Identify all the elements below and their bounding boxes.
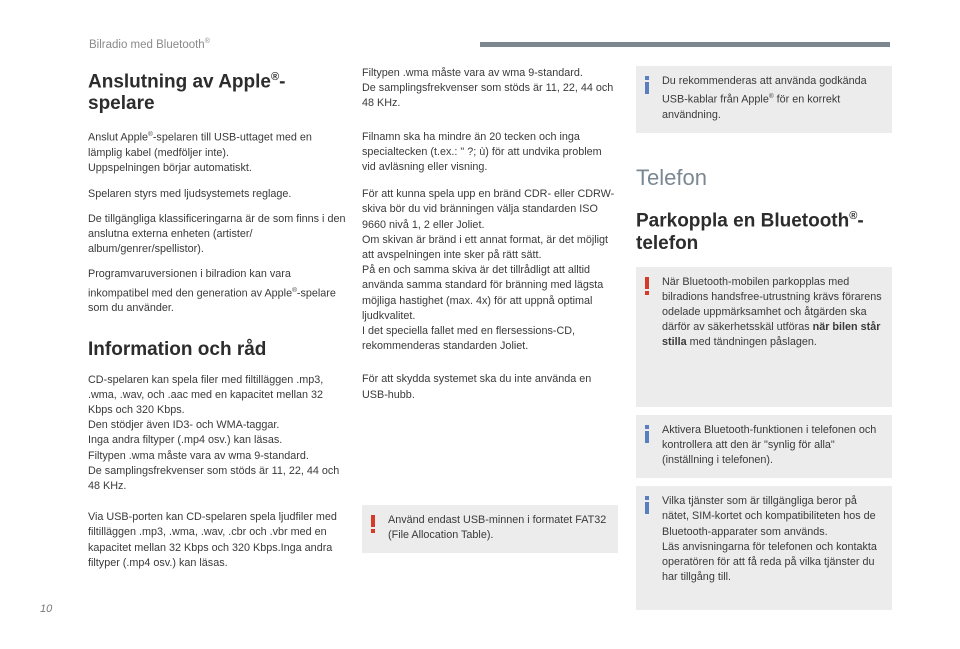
chapter-title-telefon: Telefon [636, 165, 707, 191]
paragraph-wma-standard: Filtypen .wma måste vara av wma 9-standard. De samplingsfrekvenser som stöds är 11, 22, 44 och 48 KHz. [362, 67, 614, 110]
running-header-sup: ® [204, 38, 210, 45]
paragraph-software-version: Programvaruversionen i bilradion kan vara inkompatibel med den generation av Apple®-spelare som du använder. [88, 268, 336, 315]
paragraph-usb-hub: För att skydda systemet ska du inte använda en USB-hubb. [362, 373, 592, 401]
column-3 [636, 66, 892, 610]
warning-icon [371, 515, 375, 533]
running-header-text: Bilradio med Bluetooth [89, 38, 205, 51]
heading-information-advice: Information och råd [88, 338, 267, 360]
page-number: 10 [40, 603, 53, 615]
info-icon [645, 496, 649, 514]
info-box-activate-bluetooth: Aktivera Bluetooth-funktionen i telefonen och kontrollera att den är "synlig för alla" (inställning i telefonen). [636, 415, 892, 479]
column-2 [362, 66, 618, 553]
paragraph-cd-formats: CD-spelaren kan spela filer med filtilläggen .mp3, .wma, .wav, och .aac med en kapacitet mellan 32 Kbps och 320 Kbps. Den stödjer även ID3- och WMA-taggar. Inga andra filtyper (.mp4 osv.) kan läsas. Filtypen .wma måste vara av wma 9-standard. De samplingsfrekvenser som stöds är 11, 22, 44 och 48 KHz. [88, 373, 340, 492]
paragraph-usb-formats: Via USB-porten kan CD-spelaren spela ljudfiler med filtilläggen .mp3, .wma, .wav, .cbr och .vbr med en kapacitet mellan 32 Kbps och 320 Kbps.Inga andra filtyper (.mp4 osv.) kan läsas. [88, 511, 337, 569]
paragraph-burned-cd: För att kunna spela upp en bränd CDR- eller CDRW-skiva bör du vid bränningen välja standarden ISO 9660 nivå 1, 2 eller Joliet. Om skivan är bränd i ett annat format, är det möjligt att avspelningen inte sker på rätt sätt. På en och samma skiva är det tillrådligt att alltid använda samma standard för bränning med lägsta möjliga hastighet (max. 4x) för att uppnå optimal ljudkvalitet. I det speciella fallet med en flersessions-CD, rekommenderas standarden Joliet. [362, 188, 615, 353]
header-divider-bar [480, 42, 890, 47]
info-box-services: Vilka tjänster som är tillgängliga beror på nätet, SIM-kortet och kompatibiliteten hos de Bluetooth-apparater som används. Läs anvisningarna för telefonen och kontakta operatören för att få reda på vilka tjänster du har tillgång till. [636, 486, 892, 610]
info-icon [645, 76, 649, 94]
warning-box-usb-format: Använd endast USB-minnen i formatet FAT32 (File Allocation Table). [362, 505, 618, 553]
column-1 [88, 66, 346, 581]
running-header [89, 38, 210, 51]
paragraph-connect-apple: Anslut Apple®-spelaren till USB-uttaget med en lämplig kabel (medföljer inte). Uppspelningen börjar automatiskt. [88, 131, 312, 175]
warning-icon [645, 277, 649, 295]
info-icon [645, 425, 649, 443]
paragraph-controls: Spelaren styrs med ljudsystemets reglage. [88, 187, 292, 200]
paragraph-filenames: Filnamn ska ha mindre än 20 tecken och inga specialtecken (t.ex.: " ?; ù) för att undvika problem vid avläsning eller visning. [362, 130, 602, 174]
paragraph-classifications: De tillgängliga klassificeringarna är de som finns i den anslutna externa enheten (artister/ album/genrer/spellistor). [88, 212, 346, 256]
info-box-apple-cables: Du rekommenderas att använda godkända USB-kablar från Apple® för en korrekt användning. [636, 66, 892, 133]
heading-apple-connection: Anslutning av Apple®- spelare [88, 71, 286, 115]
heading-pair-bluetooth: Parkoppla en Bluetooth®- telefon [636, 210, 864, 254]
warning-box-pairing: När Bluetooth-mobilen parkopplas med bilradions handsfree-utrustning krävs förarens odelade uppmärksamhet och åtgärden ska därför av säkerhetsskäl utföras när bilen står stilla med tändningen påslagen. [636, 267, 892, 407]
